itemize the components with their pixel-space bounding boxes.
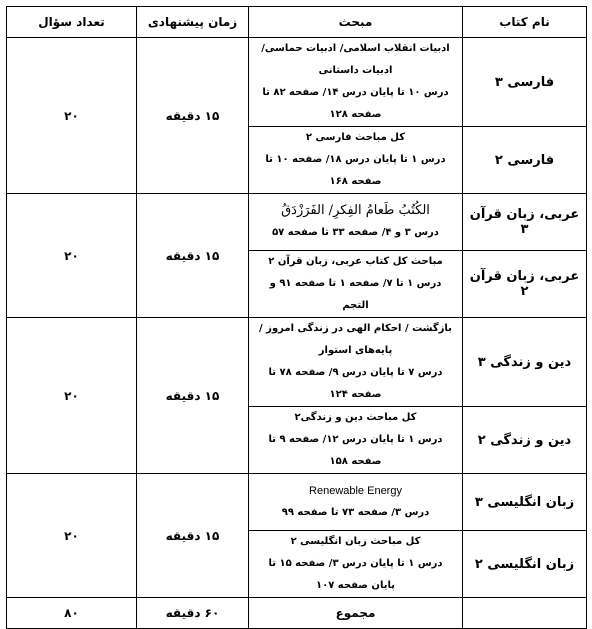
suggested-time: ۱۵ دقیقه bbox=[137, 318, 249, 474]
topic-range: درس ۳/ صفحه ۷۳ تا صفحه ۹۹ bbox=[281, 507, 430, 518]
topic-range: درس ۱ تا پایان درس ۱۸/ صفحه ۱۰ تا صفحه ۱۶۸ bbox=[265, 154, 446, 187]
book-name: زبان انگلیسی ۳ bbox=[463, 474, 587, 531]
suggested-time: ۱۵ دقیقه bbox=[137, 474, 249, 598]
header-row bbox=[7, 7, 587, 38]
header-book: نام کتاب bbox=[463, 7, 587, 38]
total-row bbox=[7, 598, 587, 629]
topic-cell bbox=[249, 531, 463, 598]
topic-cell bbox=[249, 194, 463, 251]
header-count: تعداد سؤال bbox=[7, 7, 137, 38]
topic-cell bbox=[249, 407, 463, 474]
topic-cell bbox=[249, 474, 463, 531]
topic-range: درس ۱ تا پایان درس ۳/ صفحه ۱۵ تا پایان صفحه ۱۰۷ bbox=[268, 558, 443, 591]
total-count: ۸۰ bbox=[7, 598, 137, 629]
topic-title: کل مباحث دین و زندگی۲ bbox=[294, 412, 417, 423]
suggested-time: ۱۵ دقیقه bbox=[137, 38, 249, 194]
topic-range: درس ۱ تا ۷/ صفحه ۱ تا صفحه ۹۱ و التجم bbox=[269, 278, 442, 311]
total-empty-cell bbox=[463, 598, 587, 629]
table-row bbox=[7, 38, 587, 127]
header-topic: مبحث bbox=[249, 7, 463, 38]
book-name: دین و زندگی ۲ bbox=[463, 407, 587, 474]
book-name: زبان انگلیسی ۲ bbox=[463, 531, 587, 598]
question-count: ۲۰ bbox=[7, 474, 137, 598]
topic-title: الکُتُبُ طَعامُ الفِکرِ/ الفَرَزْدَقُ bbox=[281, 203, 430, 218]
topic-range: درس ۷ تا پایان درس ۹/ صفحه ۷۸ تا صفحه ۱۲۴ bbox=[268, 367, 443, 400]
topic-title: مباحث کل کتاب عربی، زبان قرآن ۲ bbox=[268, 256, 443, 267]
topic-title: کل مباحث زبان انگلیسی ۲ bbox=[290, 536, 421, 547]
header-time: زمان پیشنهادی bbox=[137, 7, 249, 38]
topic-cell bbox=[249, 318, 463, 407]
topic-cell bbox=[249, 38, 463, 127]
topic-title: کل مباحث فارسی ۲ bbox=[305, 132, 406, 143]
exam-schedule-table bbox=[6, 6, 587, 629]
topic-range: درس ۱۰ تا پایان درس ۱۴/ صفحه ۸۲ تا صفحه ۱۲۸ bbox=[262, 87, 449, 120]
topic-title: بازگشت / احکام الهی در زندگی امروز /پایه‌های استوار bbox=[259, 323, 452, 356]
topic-title: ادبیات انقلاب اسلامی/ ادبیات حماسی/ ادبیات داستانی bbox=[261, 43, 450, 76]
table-row bbox=[7, 194, 587, 251]
question-count: ۲۰ bbox=[7, 194, 137, 318]
table-row bbox=[7, 318, 587, 407]
total-label: مجموع bbox=[249, 598, 463, 629]
book-name: عربی، زبان قرآن ۳ bbox=[463, 194, 587, 251]
book-name: دین و زندگی ۳ bbox=[463, 318, 587, 407]
question-count: ۲۰ bbox=[7, 318, 137, 474]
total-time: ۶۰ دقیقه bbox=[137, 598, 249, 629]
topic-title: Renewable Energy bbox=[309, 485, 402, 497]
book-name: عربی، زبان قرآن ۲ bbox=[463, 251, 587, 318]
question-count: ۲۰ bbox=[7, 38, 137, 194]
topic-range: درس ۳ و ۴/ صفحه ۳۳ تا صفحه ۵۷ bbox=[272, 227, 439, 238]
book-name: فارسی ۳ bbox=[463, 38, 587, 127]
topic-range: درس ۱ تا پایان درس ۱۲/ صفحه ۹ تا صفحه ۱۵۸ bbox=[268, 434, 443, 467]
topic-cell bbox=[249, 127, 463, 194]
topic-cell bbox=[249, 251, 463, 318]
book-name: فارسی ۲ bbox=[463, 127, 587, 194]
table-row bbox=[7, 474, 587, 531]
suggested-time: ۱۵ دقیقه bbox=[137, 194, 249, 318]
